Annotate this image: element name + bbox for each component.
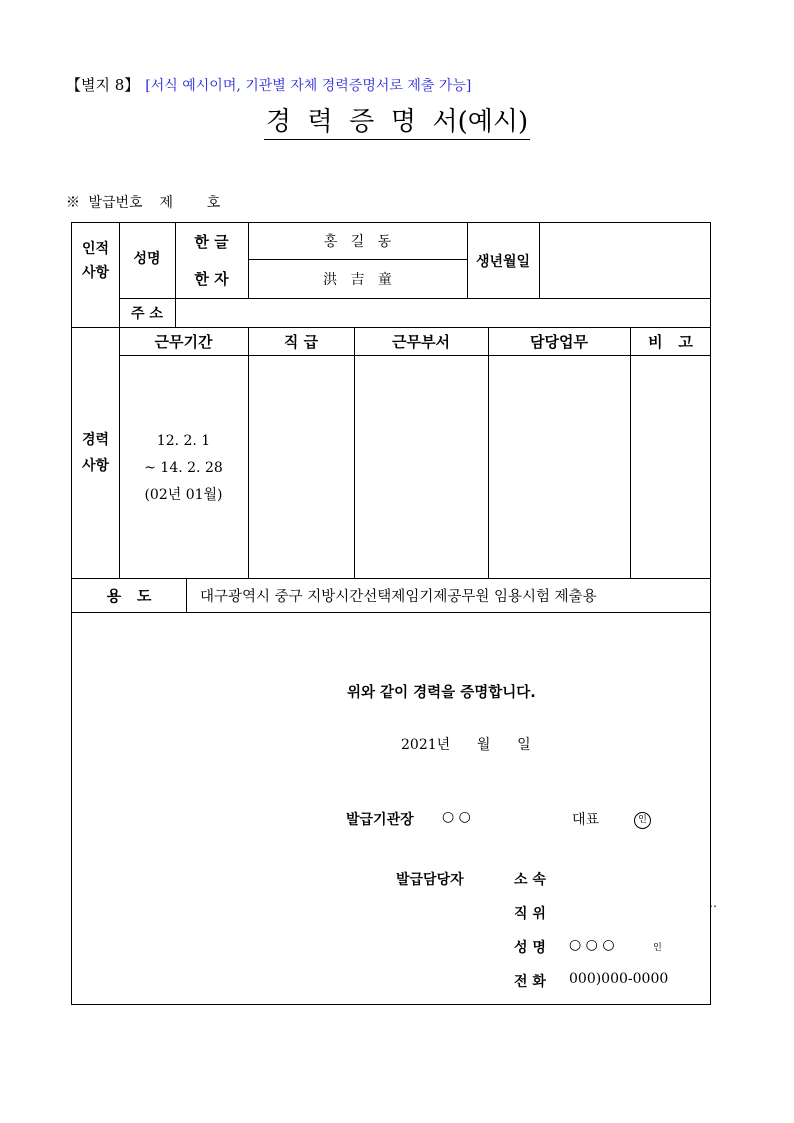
- address-value: [175, 298, 711, 327]
- column-header-remarks: 비 고: [648, 332, 693, 351]
- period-end: ~ 14. 2. 28: [144, 460, 223, 476]
- issue-number: ※ 발급번호 제 호: [66, 195, 221, 211]
- certificate-table: [71, 222, 711, 1005]
- career-section-label: [72, 327, 119, 578]
- document-title: [0, 101, 794, 138]
- column-header-department: 근무부서: [392, 332, 450, 351]
- period-duration: (02년 01월): [144, 487, 223, 503]
- officer-label: 발급담당자: [396, 872, 464, 888]
- divider: [630, 327, 631, 578]
- hangul-label: 한 글: [194, 232, 229, 251]
- certification-statement: 위와 같이 경력을 증명합니다.: [347, 685, 536, 701]
- issue-date: 2021년 월 일: [401, 737, 531, 753]
- career-period-cell: [119, 355, 248, 578]
- divider: [488, 327, 489, 578]
- officer-seal-icon: [650, 938, 665, 957]
- officer-name-value: ○ ○ ○: [569, 937, 615, 953]
- position-label: 직 위: [514, 906, 546, 922]
- seal-mark: 인: [634, 812, 651, 829]
- divider: [248, 327, 249, 578]
- personal-label-line2: 사항: [81, 264, 110, 281]
- column-header-period: 근무기간: [154, 332, 213, 351]
- personal-section-label: [72, 223, 119, 298]
- hanja-name-value: 洪 吉 童: [323, 271, 392, 288]
- issuer-name: ○ ○: [442, 809, 471, 825]
- divider: [72, 612, 711, 613]
- purpose-label: 용 도: [106, 586, 152, 605]
- phone-label: 전 화: [514, 974, 546, 990]
- personal-label-line1: 인적: [81, 240, 110, 257]
- trailing-dots: ‥: [709, 896, 718, 910]
- hangul-name-value: 홍 길 동: [323, 234, 392, 250]
- officer-name-label: 성 명: [514, 940, 546, 956]
- address-label: 주 소: [131, 305, 163, 322]
- career-label-line2: 사항: [81, 457, 110, 474]
- issuer-label: 발급기관장: [346, 812, 414, 828]
- column-header-rank: 직 급: [283, 332, 319, 351]
- officer-seal-mark: 인: [653, 943, 662, 953]
- column-header-duties: 담당업무: [530, 332, 588, 351]
- seal-icon: [634, 810, 651, 829]
- representative-label: 대표: [572, 812, 600, 828]
- birth-date-label: 생년월일: [475, 253, 531, 270]
- department-label: 소 속: [514, 872, 546, 888]
- document-title-text: 경 력 증 명 서(예시): [264, 107, 530, 140]
- phone-value: 000)000-0000: [569, 971, 669, 987]
- name-label: 성명: [133, 250, 161, 267]
- birth-date-value: [539, 223, 711, 298]
- form-header: [66, 74, 471, 95]
- form-note: [서식 예시이며, 기관별 자체 경력증명서로 제출 가능]: [145, 78, 472, 94]
- career-label-line1: 경력: [81, 431, 110, 448]
- divider: [354, 327, 355, 578]
- hanja-label: 한 자: [194, 270, 229, 288]
- purpose-value: 대구광역시 중구 지방시간선택제임기제공무원 임용시험 제출용: [200, 588, 597, 605]
- form-label: 【별지 8】: [66, 76, 140, 94]
- period-start: 12. 2. 1: [156, 433, 211, 449]
